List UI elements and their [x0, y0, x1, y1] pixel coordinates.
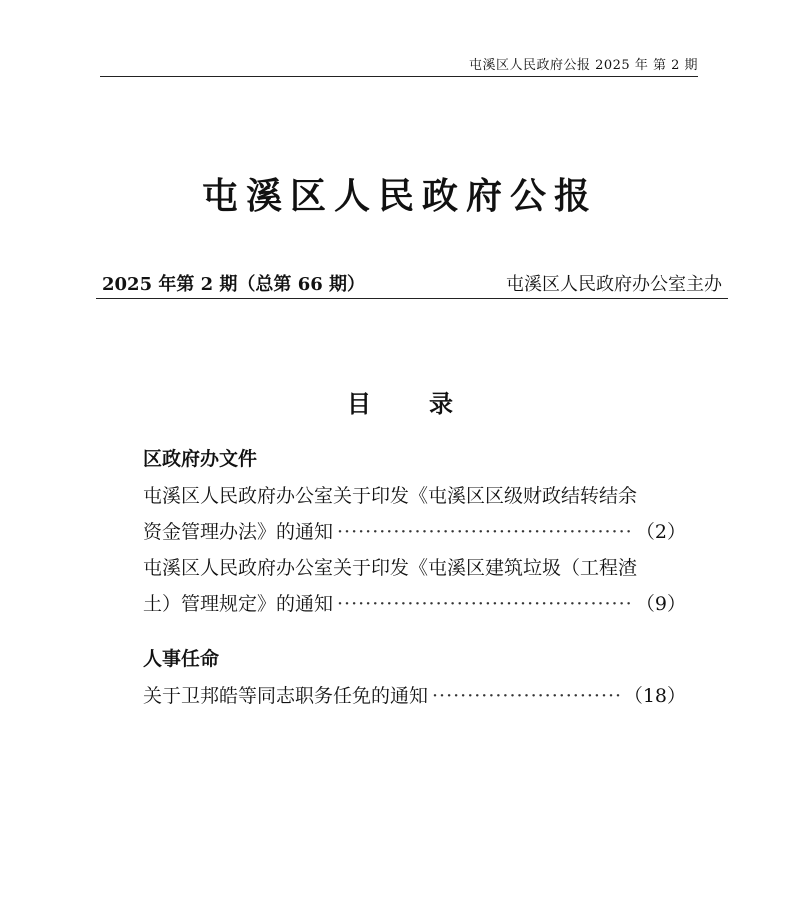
toc-entry-line[interactable] — [143, 586, 686, 622]
toc-entry-line[interactable] — [143, 514, 686, 550]
toc-entry-line[interactable] — [143, 678, 686, 714]
header-rule — [100, 76, 698, 77]
masthead-rule — [96, 298, 728, 299]
dot-leader — [337, 586, 632, 622]
masthead-title: 屯溪区人民政府公报 — [201, 176, 598, 217]
entry-page-number: （9） — [635, 593, 686, 615]
dot-leader — [337, 514, 632, 550]
entry-title-line2: 土）管理规定》的通知 — [143, 593, 334, 615]
section-heading: 人事任命 — [143, 648, 220, 670]
section-heading: 区政府办文件 — [143, 448, 258, 470]
table-of-contents — [143, 440, 686, 732]
dot-leader — [432, 678, 620, 714]
toc-section — [143, 440, 686, 622]
issue-number: 2025 年第 2 期（总第 66 期） — [102, 274, 366, 295]
entry-title-line1: 关于卫邦皓等同志职务任免的通知 — [143, 685, 429, 707]
entry-title-line1: 屯溪区人民政府办公室关于印发《屯溪区区级财政结转结余 — [143, 485, 638, 507]
issue-sponsor: 屯溪区人民政府办公室主办 — [506, 274, 722, 295]
entry-title-line2: 资金管理办法》的通知 — [143, 521, 334, 543]
toc-entry-line[interactable] — [143, 478, 686, 514]
toc-title-char: 目 — [347, 390, 371, 418]
toc-title-char: 录 — [429, 390, 453, 418]
toc-title — [0, 384, 800, 419]
toc-entry-line[interactable] — [143, 550, 686, 586]
toc-section — [143, 640, 686, 714]
entry-page-number: （18） — [623, 685, 686, 707]
running-head: 屯溪区人民政府公报 2025 年 第 2 期 — [468, 58, 698, 73]
entry-page-number: （2） — [635, 521, 686, 543]
entry-title-line1: 屯溪区人民政府办公室关于印发《屯溪区建筑垃圾（工程渣 — [143, 557, 638, 579]
